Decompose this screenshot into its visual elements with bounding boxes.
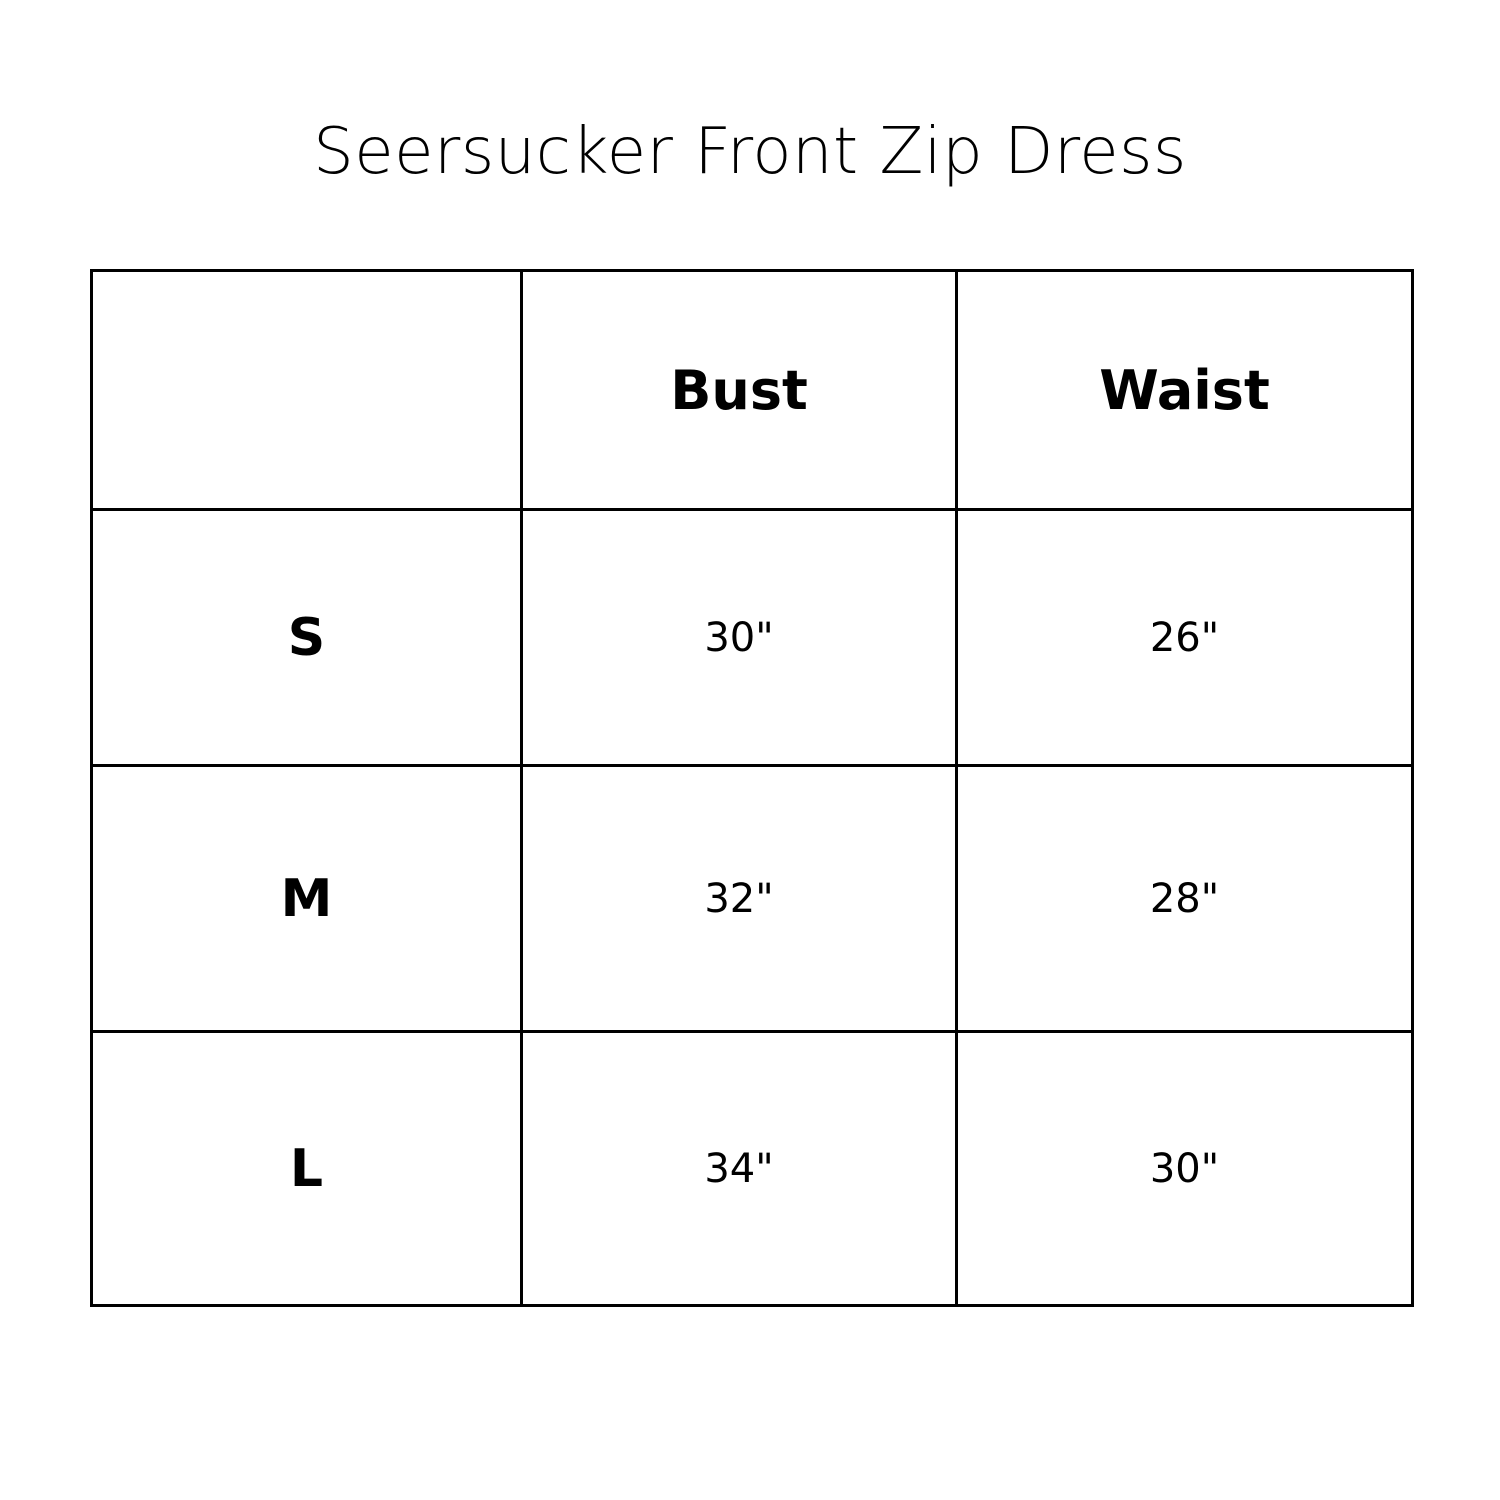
header-waist: Waist (957, 271, 1413, 510)
waist-value: 26" (957, 510, 1413, 766)
table-row (92, 510, 1413, 766)
size-label: M (92, 766, 522, 1032)
bust-value: 34" (522, 1032, 957, 1306)
waist-value: 30" (957, 1032, 1413, 1306)
bust-value: 32" (522, 766, 957, 1032)
corner-cell (92, 271, 522, 510)
waist-value: 28" (957, 766, 1413, 1032)
table-row (92, 1032, 1413, 1306)
size-chart-table (90, 269, 1414, 1307)
bust-value: 30" (522, 510, 957, 766)
table-header-row (92, 271, 1413, 510)
size-label: S (92, 510, 522, 766)
size-label: L (92, 1032, 522, 1306)
page-title: Seersucker Front Zip Dress (313, 115, 1187, 189)
header-bust: Bust (522, 271, 957, 510)
table-row (92, 766, 1413, 1032)
